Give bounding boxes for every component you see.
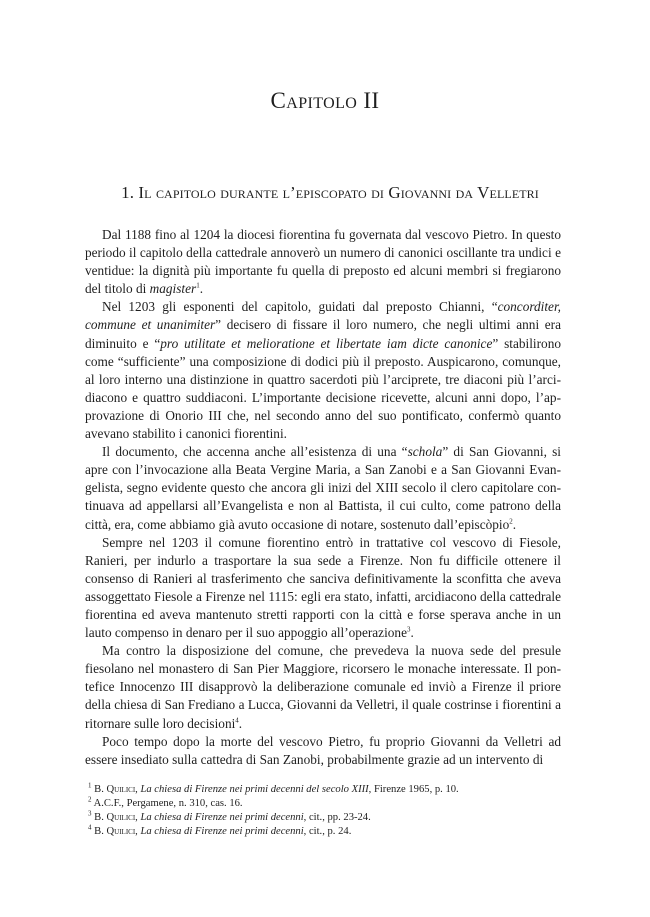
section-title: 1. Il capitolo durante l’episcopato di Giovanni da Velletri (121, 183, 539, 202)
paragraph (85, 443, 561, 533)
footnote-marker: 4 (88, 823, 92, 832)
text-run: ” stabilirono come “sufficiente” una composizione di dodici più il preposto. Auspicarono, comunque, al loro interno una distinzione in quattro sacerdoti più l’arciprete, tre diaconi più l’arcidiacono e quattro suddiaconi. L’importante decisione ricevette, alcuni anni dopo, l’approvazione di Onorio III che, nel secondo anno del suo pontificato, confermò quanto avevano stabilito i canonici fiorentini. (85, 335, 562, 442)
body-text (85, 226, 561, 769)
text-run: Ma contro la disposizione del comune, che prevedeva la nuova sede del presule fiesolano nel monastero di San Pier Maggiore, ricorsero le monache interessate. Il pontefice Innocenzo III disapprovò la deliberazione comunale ed inviò a Firenze il priore della chiesa di San Frediano a Lucca, Giovanni da Velletri, il quale costrinse i fiorentini a ritornare sulle loro decisioni (85, 643, 561, 731)
text-run: , cit., pp. 23-24. (303, 812, 371, 823)
paragraph (85, 298, 561, 443)
footnote-marker: 1 (196, 281, 200, 290)
text-run: , Firenze 1965, p. 10. (368, 784, 459, 795)
text-run: B. (91, 784, 107, 795)
footnote (85, 797, 561, 811)
text-run: ” decisero di fissare il loro numero, che negli ultimi anni era diminuito e “ (85, 317, 561, 351)
chapter-title: Capitolo II (270, 88, 380, 113)
text-run: A.C.F., Pergamene, n. 310, cas. 16. (91, 798, 243, 809)
text-run: Il documento, che accenna anche all’esistenza di una “ (102, 444, 408, 460)
footnote-marker: 1 (88, 781, 92, 790)
italic-text: La chiesa di Firenze nei primi decenni (140, 826, 304, 837)
paragraph (85, 226, 561, 298)
text-run: . (238, 715, 243, 731)
author-name: Quilici (106, 784, 136, 795)
italic-text: La chiesa di Firenze nei primi decenni del secolo XIII (140, 784, 369, 795)
footnote-marker: 4 (235, 716, 239, 725)
text-run: . (512, 516, 517, 532)
text-run: , cit., p. 24. (303, 826, 352, 837)
footnote-marker: 3 (406, 625, 411, 634)
text-run: . (199, 281, 204, 297)
paragraph (85, 642, 561, 732)
italic-text: magister (149, 281, 197, 297)
italic-text: pro utilitate et melioratione et libertate iam dicte canonice (160, 335, 493, 351)
paragraph (85, 733, 561, 769)
text-run: . (410, 625, 414, 641)
text-run: , (135, 784, 141, 795)
author-name: Quilici (106, 812, 136, 823)
footnote-marker: 2 (88, 795, 92, 804)
italic-text: schola (407, 444, 443, 460)
text-run: B. (91, 812, 107, 823)
text-run: ” di San Giovanni, si apre con l’invocazione alla Beata Vergine Maria, a San Zanobi e a San Giovanni Evangelista, segno evidente questo che ancora gli inizi del XIII secolo il clero capitolare continuava ad appellarsi all’Evangelista e non al Battista, il cui culto, come patrono della città, era, come abbiamo già avuto occasione di notare, sostenuto dall’episcòpio (85, 444, 561, 532)
text-run: Sempre nel 1203 il comune fiorentino entrò in trattative col vescovo di Fiesole, Ranieri, per indurlo a trasportare la sua sede a Firenze. Non fu difficile ottenere il consenso di Ranieri al trasferimento che sanciva definitivamente la sconfitta che aveva assoggettato Fiesole a Firenze nel 1115: egli era stato, infatti, arcidiacono della cattedrale fiorentina ed aveva mantenuto stretti rapporti con la città e forse sperava anche in un lauto compenso in denaro per il suo appoggio all’operazione (85, 534, 561, 641)
footnote-marker: 3 (88, 809, 92, 818)
text-run: B. (91, 826, 107, 837)
footnote (85, 825, 561, 839)
paragraph (85, 534, 561, 643)
text-run: , (135, 812, 141, 823)
footnote (85, 811, 561, 825)
italic-text: concorditer, commune et unanimiter (85, 299, 561, 333)
text-run: Poco tempo dopo la morte del vescovo Pietro, fu proprio Giovanni da Velletri ad essere insediato sulla cattedra di San Zanobi, probabilmente grazie ad un intervento di (85, 733, 561, 767)
footnote-marker: 2 (509, 517, 513, 526)
footnote (85, 783, 561, 797)
text-run: Dal 1188 fino al 1204 la diocesi fiorentina fu governata dal vescovo Pietro. In questo periodo il capitolo della cattedrale annoverò un numero di canonici oscillante tra undici e ventidue: la dignità più importante fu quella di preposto ed alcuni membri si fregiarono del titolo di (85, 227, 561, 297)
text-run: Nel 1203 gli esponenti del capitolo, guidati dal preposto Chianni, “ (102, 299, 498, 315)
author-name: Quilici (106, 826, 136, 837)
italic-text: La chiesa di Firenze nei primi decenni (140, 812, 304, 823)
text-run: , (135, 826, 141, 837)
footnotes (85, 783, 561, 839)
